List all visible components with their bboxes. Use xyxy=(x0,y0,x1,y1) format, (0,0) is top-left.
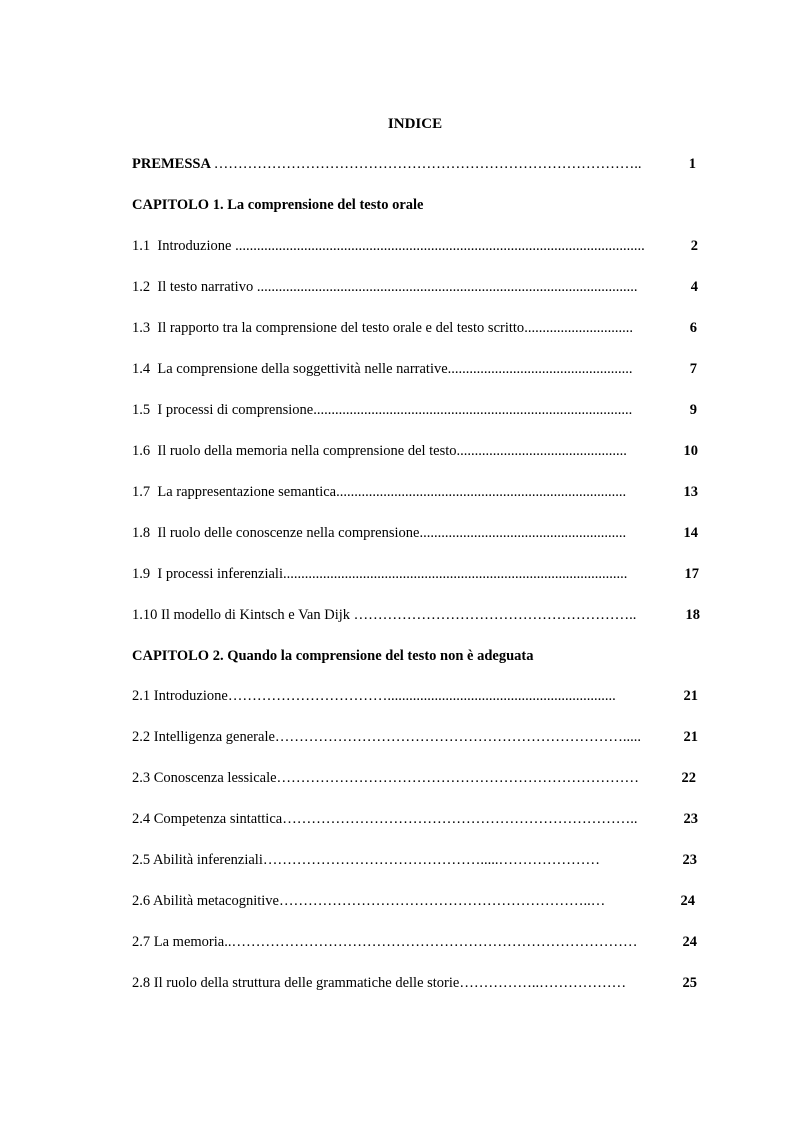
toc-entry-1-6 xyxy=(132,441,698,461)
toc-entry-label: 1.9 I processi inferenziali xyxy=(132,566,283,582)
toc-entry-1-5 xyxy=(132,400,697,420)
toc-entry-label: 2.7 La memoria xyxy=(132,934,225,950)
toc-entry-leader: …………………………………………………………………………….. xyxy=(213,156,646,172)
index-title: INDICE xyxy=(387,116,443,132)
toc-entry-label: 1.1 Introduzione xyxy=(132,238,236,254)
toc-entry-2-8 xyxy=(132,973,697,993)
toc-entry-leader: ……………..……………… xyxy=(459,975,630,991)
toc-entry-leader: .............................. xyxy=(524,320,637,336)
toc-entry-leader: ............................................................................................... xyxy=(282,566,631,582)
toc-entry-page: 22 xyxy=(681,770,696,786)
toc-entry-label: 2.6 Abilità metacognitive xyxy=(132,893,279,909)
toc-entry-label: 1.5 I processi di comprensione xyxy=(132,402,314,418)
toc-entry-leader: ………………………………………………………………… xyxy=(276,770,643,786)
toc-entry-2-6 xyxy=(132,891,695,911)
toc-entry-page: 1 xyxy=(688,156,696,172)
toc-entry-2-3 xyxy=(132,768,696,788)
toc-entry-2-5 xyxy=(132,850,697,870)
toc-entry-page: 13 xyxy=(683,484,698,500)
toc-entry-leader: ……………………………………………………………….. xyxy=(282,811,642,827)
toc-entry-1-2 xyxy=(132,277,698,297)
toc-entry-label: 2.2 Intelligenza generale xyxy=(132,729,275,745)
toc-entry-page: 18 xyxy=(685,607,700,623)
toc-entry-leader: ………………………………………………………..… xyxy=(278,893,609,909)
toc-entry-label: 1.8 Il ruolo delle conoscenze nella comprensione xyxy=(132,525,420,541)
chapter-1-heading: CAPITOLO 1. La comprensione del testo orale xyxy=(132,197,424,213)
toc-entry-2-2 xyxy=(132,727,698,747)
toc-entry-page: 24 xyxy=(680,893,695,909)
toc-entry-page: 23 xyxy=(682,852,697,868)
toc-entry-page: 7 xyxy=(689,361,697,377)
toc-entry-label: 1.10 Il modello di Kintsch e Van Dijk xyxy=(132,607,354,623)
toc-entry-leader: ................................................................................................................. xyxy=(235,238,649,254)
toc-entry-label: 2.5 Abilità inferenziali xyxy=(132,852,263,868)
toc-entry-2-7 xyxy=(132,932,697,952)
toc-entry-page: 14 xyxy=(683,525,698,541)
toc-entry-1-1 xyxy=(132,236,698,256)
toc-entry-label: 1.3 Il rapporto tra la comprensione del testo orale e del testo scritto xyxy=(132,320,525,336)
toc-entry-label: 1.4 La comprensione della soggettività nelle narrative xyxy=(132,361,448,377)
toc-entry-premessa xyxy=(132,154,696,174)
toc-entry-page: 6 xyxy=(689,320,697,336)
toc-entry-label: 2.3 Conoscenza lessicale xyxy=(132,770,277,786)
toc-entry-page: 21 xyxy=(683,729,698,745)
toc-entry-1-4 xyxy=(132,359,697,379)
toc-entry-page: 4 xyxy=(690,279,698,295)
toc-entry-leader: ........................................................................................ xyxy=(313,402,636,418)
toc-entry-label: 2.8 Il ruolo della struttura delle grammatiche delle storie xyxy=(132,975,460,991)
toc-entry-page: 9 xyxy=(689,402,697,418)
toc-entry-leader: ......................................................... xyxy=(419,525,630,541)
toc-entry-page: 2 xyxy=(690,238,698,254)
toc-entry-leader: ………………………………………………………………..... xyxy=(274,729,645,745)
toc-entry-leader: ……………………………………….....………………… xyxy=(262,852,604,868)
toc-entry-1-9 xyxy=(132,564,699,584)
toc-entry-page: 23 xyxy=(683,811,698,827)
toc-entry-page: 21 xyxy=(683,688,698,704)
toc-entry-label: 2.1 Introduzione xyxy=(132,688,228,704)
toc-entry-2-4 xyxy=(132,809,698,829)
toc-entry-leader: ………………………………………………….. xyxy=(353,607,641,623)
toc-entry-leader: ..………………………………………………………………………… xyxy=(224,934,642,950)
chapter-2-heading: CAPITOLO 2. Quando la comprensione del testo non è adeguata xyxy=(132,648,534,664)
toc-entry-page: 24 xyxy=(682,934,697,950)
toc-entry-1-8 xyxy=(132,523,698,543)
toc-entry-leader: ................................................................................ xyxy=(336,484,630,500)
toc-entry-label: 2.4 Competenza sintattica xyxy=(132,811,283,827)
toc-entry-page: 17 xyxy=(684,566,699,582)
toc-entry-1-3 xyxy=(132,318,697,338)
toc-entry-label: PREMESSA xyxy=(132,156,214,172)
toc-entry-label: 1.7 La rappresentazione semantica xyxy=(132,484,337,500)
toc-entry-2-1 xyxy=(132,686,698,706)
toc-entry-label: 1.6 Il ruolo della memoria nella comprensione del testo xyxy=(132,443,457,459)
toc-entry-label: 1.2 Il testo narrativo xyxy=(132,279,257,295)
toc-entry-1-7 xyxy=(132,482,698,502)
toc-entry-leader: ............................................... xyxy=(456,443,631,459)
toc-entry-leader: ……………………………............................................................... xyxy=(227,688,620,704)
toc-entry-1-10 xyxy=(132,605,700,625)
toc-entry-page: 10 xyxy=(683,443,698,459)
toc-entry-leader: ......................................................................................................... xyxy=(256,279,642,295)
toc-entry-leader: ................................................... xyxy=(447,361,637,377)
toc-entry-page: 25 xyxy=(682,975,697,991)
